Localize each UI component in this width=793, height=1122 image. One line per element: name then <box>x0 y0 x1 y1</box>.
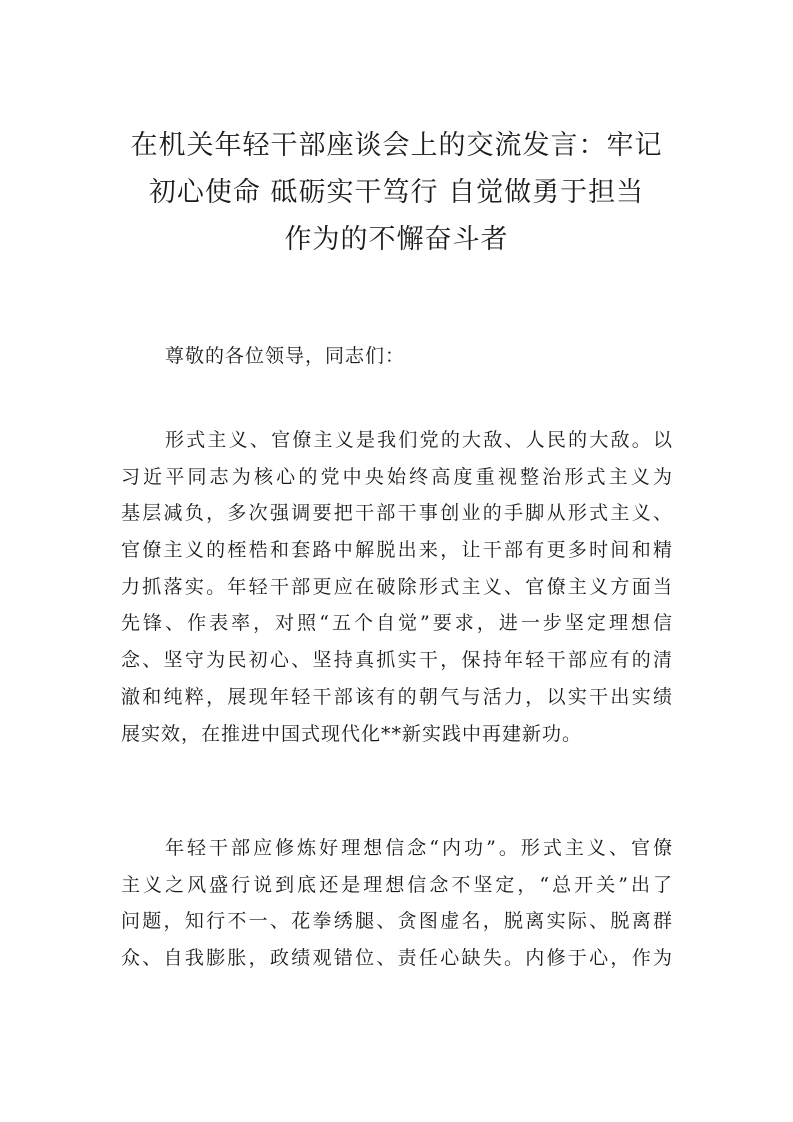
title-line: 作为的不懈奋斗者 <box>284 224 509 255</box>
paragraph-line: 官僚主义的桎梏和套路中解脱出来，让干部有更多时间和精 <box>121 539 673 562</box>
paragraph-line: 先锋、作表率，对照“五个自觉”要求，进一步坚定理想信 <box>121 612 673 635</box>
title-line: 初心使命 砥砺实干笃行 自觉做勇于担当 <box>148 177 645 208</box>
paragraph-line: 力抓落实。年轻干部更应在破除形式主义、官僚主义方面当 <box>121 575 673 598</box>
paragraph-line: 众、自我膨胀，政绩观错位、责任心缺失。内修于心，作为 <box>121 947 673 970</box>
salutation: 尊敬的各位领导，同志们： <box>165 345 406 367</box>
document-title <box>110 122 683 263</box>
paragraph-line: 澈和纯粹，展现年轻干部该有的朝气与活力，以实干出实绩 <box>121 685 673 708</box>
paragraph-line: 习近平同志为核心的党中央始终高度重视整治形式主义为 <box>121 465 673 488</box>
paragraph-line: 问题，知行不一、花拳绣腿、贪图虚名，脱离实际、脱离群 <box>121 910 673 933</box>
paragraph-line: 展实效，在推进中国式现代化**新实践中再建新功。 <box>121 722 583 745</box>
body-paragraph <box>121 830 673 977</box>
body-paragraph <box>121 422 673 752</box>
paragraph-line: 基层减负，多次强调要把干部干事创业的手脚从形式主义、 <box>121 502 673 525</box>
title-line: 在机关年轻干部座谈会上的交流发言：牢记 <box>130 130 663 161</box>
paragraph-line: 形式主义、官僚主义是我们党的大敌、人民的大敌。以 <box>165 429 673 451</box>
paragraph-line: 念、坚守为民初心、坚持真抓实干，保持年轻干部应有的清 <box>121 649 673 672</box>
paragraph-line: 年轻干部应修炼好理想信念“内功”。形式主义、官僚 <box>165 837 673 859</box>
paragraph-line: 主义之风盛行说到底还是理想信念不坚定，“总开关”出了 <box>121 873 673 896</box>
